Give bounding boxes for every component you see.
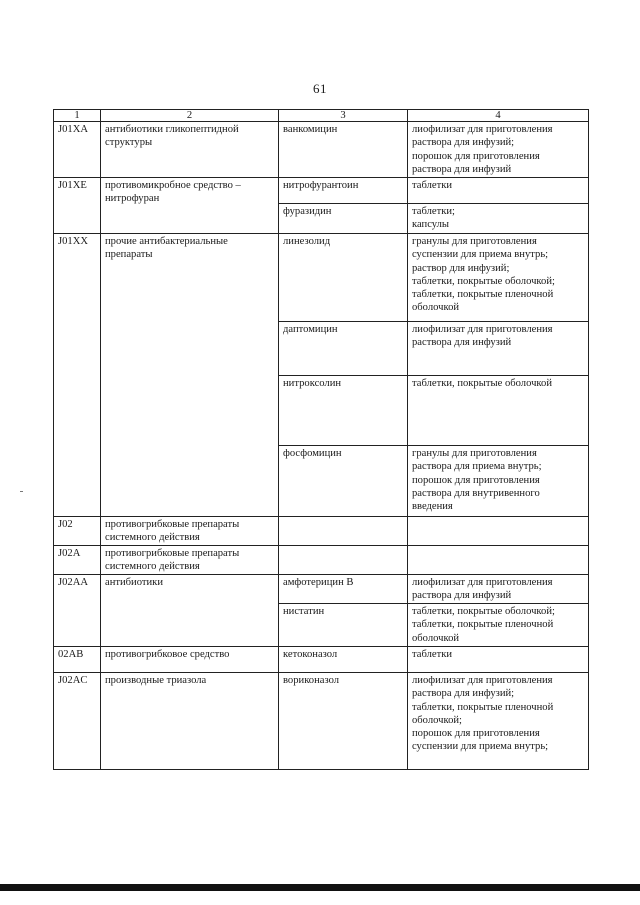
dosage-form-cell: таблетки: [408, 178, 589, 204]
page-number: 61: [313, 81, 327, 96]
dosage-form-cell: таблетки, покрытые оболочкой: [408, 376, 589, 446]
dosage-form-cell: таблетки; капсулы: [408, 204, 589, 234]
group-cell: прочие антибактериальные препараты: [101, 234, 279, 517]
dosage-form-cell: [408, 546, 589, 575]
drug-name-cell: ванкомицин: [279, 122, 408, 178]
header-cell-group: 2: [101, 110, 279, 122]
drug-name-cell: [279, 546, 408, 575]
group-cell: антибиотики: [101, 575, 279, 647]
drug-name-cell: даптомицин: [279, 322, 408, 376]
group-cell: противогрибковые препараты системного действия: [101, 546, 279, 575]
dosage-form-cell: гранулы для приготовления раствора для приема внутрь; порошок для приготовления раствора для внутривенного введения: [408, 446, 589, 517]
header-cell-code: 1: [54, 110, 101, 122]
table-row: [54, 575, 589, 604]
drug-name-cell: нитрофурантоин: [279, 178, 408, 204]
atc-code-cell: J02AC: [54, 673, 101, 770]
dosage-form-cell: лиофилизат для приготовления раствора для инфузий; таблетки, покрытые пленочной оболочкой; порошок для приготовления суспензии для приема внутрь;: [408, 673, 589, 770]
table-row: [54, 178, 589, 204]
table-row: [54, 122, 589, 178]
table-row: [54, 647, 589, 673]
group-cell: противогрибковое средство: [101, 647, 279, 673]
dosage-form-cell: таблетки, покрытые оболочкой; таблетки, покрытые пленочной оболочкой: [408, 604, 589, 647]
drug-name-cell: нистатин: [279, 604, 408, 647]
drug-name-cell: амфотерицин В: [279, 575, 408, 604]
dosage-form-cell: гранулы для приготовления суспензии для приема внутрь; раствор для инфузий; таблетки, покрытые оболочкой; таблетки, покрытые пленочной оболочкой: [408, 234, 589, 322]
drug-name-cell: [279, 517, 408, 546]
drug-name-cell: кетоконазол: [279, 647, 408, 673]
atc-code-cell: J01XE: [54, 178, 101, 234]
dosage-form-cell: таблетки: [408, 647, 589, 673]
drug-name-cell: линезолид: [279, 234, 408, 322]
header-cell-drug: 3: [279, 110, 408, 122]
table-row: [54, 673, 589, 770]
atc-code-cell: J02A: [54, 546, 101, 575]
atc-code-cell: J01XA: [54, 122, 101, 178]
dosage-form-cell: лиофилизат для приготовления раствора для инфузий: [408, 322, 589, 376]
scan-bottom-bar: [0, 884, 640, 891]
table-row: [54, 517, 589, 546]
drug-name-cell: нитроксолин: [279, 376, 408, 446]
dosage-form-cell: лиофилизат для приготовления раствора для инфузий: [408, 575, 589, 604]
group-cell: противомикробное средство – нитрофуран: [101, 178, 279, 234]
dosage-form-cell: лиофилизат для приготовления раствора для инфузий; порошок для приготовления раствора для инфузий: [408, 122, 589, 178]
group-cell: антибиотики гликопептидной структуры: [101, 122, 279, 178]
scan-margin-mark: [20, 491, 23, 492]
drug-name-cell: вориконазол: [279, 673, 408, 770]
group-cell: производные триазола: [101, 673, 279, 770]
drug-name-cell: фуразидин: [279, 204, 408, 234]
atc-code-cell: 02AB: [54, 647, 101, 673]
atc-code-cell: J02: [54, 517, 101, 546]
dosage-form-cell: [408, 517, 589, 546]
atc-code-cell: J02AA: [54, 575, 101, 647]
table-row: [54, 546, 589, 575]
group-cell: противогрибковые препараты системного действия: [101, 517, 279, 546]
drug-classification-table: [53, 109, 589, 770]
header-row: [54, 110, 589, 122]
header-cell-form: 4: [408, 110, 589, 122]
table-row: [54, 234, 589, 322]
drug-name-cell: фосфомицин: [279, 446, 408, 517]
atc-code-cell: J01XX: [54, 234, 101, 517]
